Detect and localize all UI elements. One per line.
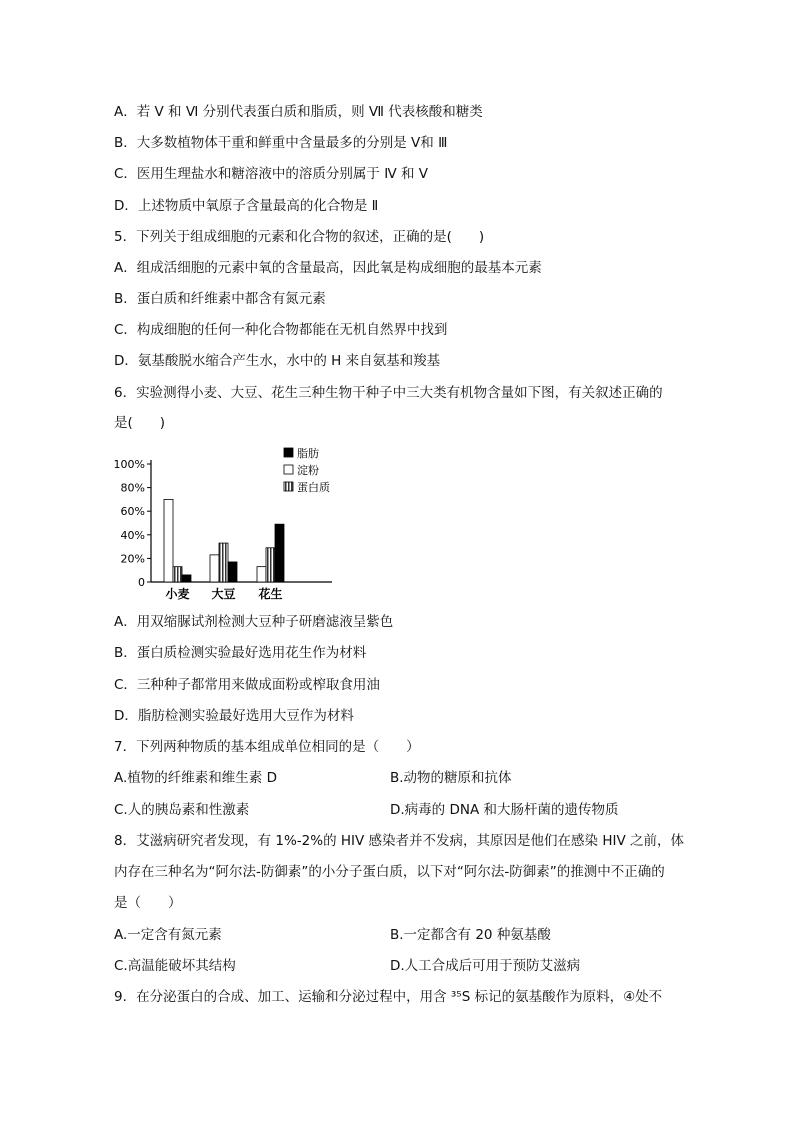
q8-option-c: C.高温能破坏其结构 (114, 958, 236, 974)
bar-蛋白质-大豆 (219, 543, 228, 582)
bar-蛋白质-小麦 (173, 567, 182, 582)
q6-chart (114, 444, 344, 602)
q4-option-d: D．上述物质中氧原子含量最高的化合物是 Ⅱ (114, 198, 379, 214)
q6-option-c: C．三种种子都常用来做成面粉或榨取食用油 (114, 677, 380, 693)
y-tick-label: 40% (120, 528, 145, 542)
legend-label: 蛋白质 (297, 481, 330, 494)
q5-option-a: A．组成活细胞的元素中氧的含量最高，因此氧是构成细胞的最基本元素 (114, 260, 542, 276)
q7-option-c: C.人的胰岛素和性激素 (114, 802, 250, 818)
q5-option-c: C．构成细胞的任何一种化合物都能在无机自然界中找到 (114, 322, 448, 338)
q8-stem-line3: 是（ ） (114, 895, 182, 911)
q8-stem-line2: 内存在三种名为“阿尔法-防御素”的小分子蛋白质，以下对“阿尔法-防御素”的推测中不正确的 (114, 864, 665, 880)
q6-stem-line2: 是( ) (114, 415, 166, 431)
q4-option-c: C．医用生理盐水和糖溶液中的溶质分别属于 Ⅳ 和 Ⅴ (114, 166, 428, 182)
y-tick-label: 60% (120, 505, 145, 519)
y-tick-label: 80% (120, 481, 145, 495)
legend-label: 淀粉 (297, 464, 319, 477)
q9-stem-line1: 9．在分泌蛋白的合成、加工、运输和分泌过程中，用含 ³⁵S 标记的氨基酸作为原料，④处不 (114, 989, 663, 1005)
q6-option-b: B．蛋白质检测实验最好选用花生作为材料 (114, 645, 367, 661)
q7-option-a: A.植物的纤维素和维生素 D (114, 770, 277, 786)
q8-stem-line1: 8．艾滋病研究者发现，有 1%-2%的 HIV 感染者并不发病，其原因是他们在感染 HIV 之前，体 (114, 833, 684, 849)
q6-option-a: A．用双缩脲试剂检测大豆种子研磨滤液呈紫色 (114, 614, 394, 630)
bar-脂肪-花生 (275, 524, 284, 582)
q6-option-d: D．脂肪检测实验最好选用大豆作为材料 (114, 708, 354, 724)
q8-option-a: A.一定含有氮元素 (114, 927, 222, 943)
legend-swatch (284, 465, 293, 474)
x-tick-label: 小麦 (165, 587, 190, 601)
q4-option-b: B．大多数植物体干重和鲜重中含量最多的分别是 Ⅴ和 Ⅲ (114, 135, 448, 151)
q4-option-a: A．若 Ⅴ 和 Ⅵ 分别代表蛋白质和脂质，则 Ⅶ 代表核酸和糖类 (114, 104, 483, 120)
legend-swatch (284, 482, 293, 491)
legend-label: 脂肪 (297, 447, 319, 460)
q7-option-d: D.病毒的 DNA 和大肠杆菌的遗传物质 (390, 802, 619, 818)
legend-swatch (284, 448, 293, 457)
bar-蛋白质-花生 (266, 548, 275, 582)
y-tick-label: 20% (120, 552, 145, 566)
bar-脂肪-大豆 (228, 562, 237, 582)
q5-option-d: D．氨基酸脱水缩合产生水，水中的 H 来自氨基和羧基 (114, 353, 441, 369)
q8-option-d: D.人工合成后可用于预防艾滋病 (390, 958, 581, 974)
bar-淀粉-花生 (257, 567, 266, 582)
y-tick-label: 100% (114, 458, 145, 471)
bar-淀粉-大豆 (210, 555, 219, 582)
bar-chart (114, 444, 344, 602)
q5-stem: 5．下列关于组成细胞的元素和化合物的叙述，正确的是( ) (114, 229, 485, 245)
x-tick-label: 大豆 (211, 587, 236, 601)
bar-淀粉-小麦 (164, 499, 173, 582)
q5-option-b: B．蛋白质和纤维素中都含有氮元素 (114, 291, 326, 307)
q7-stem: 7．下列两种物质的基本组成单位相同的是（ ） (114, 739, 420, 755)
q6-stem-line1: 6．实验测得小麦、大豆、花生三种生物干种子中三大类有机物含量如下图，有关叙述正确的 (114, 385, 663, 401)
q8-option-b: B.一定都含有 20 种氨基酸 (390, 927, 551, 943)
y-tick-label: 0 (138, 576, 145, 589)
x-tick-label: 花生 (258, 587, 283, 601)
bar-脂肪-小麦 (182, 575, 191, 582)
q7-option-b: B.动物的糖原和抗体 (390, 770, 512, 786)
